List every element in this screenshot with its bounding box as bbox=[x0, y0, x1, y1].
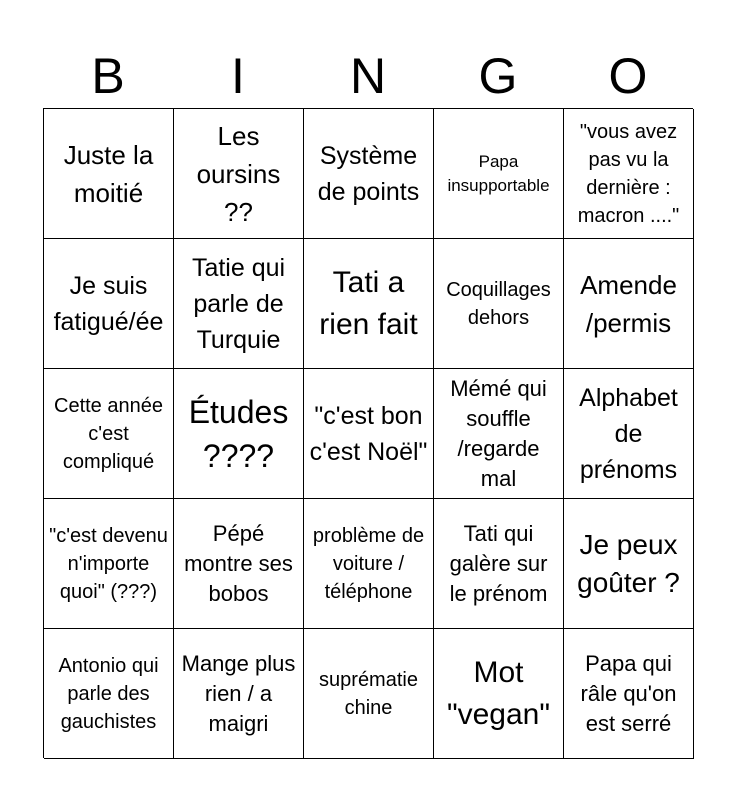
bingo-cell-text: Mot "vegan" bbox=[446, 655, 551, 731]
header-letter-n: N bbox=[349, 48, 387, 104]
bingo-cell-r3c5[interactable] bbox=[564, 369, 694, 499]
bingo-cell-r3c3[interactable] bbox=[304, 369, 434, 499]
bingo-cell-r4c1[interactable] bbox=[44, 499, 174, 629]
bingo-cell-text: Alphabet de prénoms bbox=[579, 383, 678, 484]
bingo-cell-text: Système de points bbox=[317, 141, 420, 206]
bingo-cell-r4c5[interactable] bbox=[564, 499, 694, 629]
bingo-header bbox=[43, 44, 693, 108]
bingo-cell-r5c5[interactable] bbox=[564, 629, 694, 759]
bingo-cell-text: Mange plus rien / a maigri bbox=[181, 650, 296, 736]
bingo-cell-text: Tati qui galère sur le prénom bbox=[449, 520, 548, 606]
bingo-cell-r2c4[interactable] bbox=[434, 239, 564, 369]
bingo-cell-text: Papa insupportable bbox=[447, 151, 550, 195]
bingo-cell-r1c3[interactable] bbox=[304, 109, 434, 239]
bingo-cell-r5c1[interactable] bbox=[44, 629, 174, 759]
bingo-cell-text: problème de voiture / téléphone bbox=[312, 524, 425, 603]
bingo-cell-r2c5[interactable] bbox=[564, 239, 694, 369]
header-letter-b: B bbox=[91, 48, 125, 104]
bingo-cell-text: Tatie qui parle de Turquie bbox=[191, 253, 286, 354]
bingo-cell-text: Mémé qui souffle /regarde mal bbox=[450, 375, 547, 491]
bingo-cell-text: Antonio qui parle des gauchistes bbox=[58, 654, 159, 733]
bingo-cell-text: Tati a rien fait bbox=[319, 265, 418, 341]
bingo-cell-r5c2[interactable] bbox=[174, 629, 304, 759]
bingo-cell-r1c5[interactable] bbox=[564, 109, 694, 239]
bingo-cell-text: Études ???? bbox=[188, 393, 289, 474]
bingo-cell-r5c3[interactable] bbox=[304, 629, 434, 759]
bingo-cell-r4c2[interactable] bbox=[174, 499, 304, 629]
bingo-cell-text: Juste la moitié bbox=[63, 139, 154, 208]
bingo-cell-text: Les oursins ?? bbox=[196, 120, 281, 227]
bingo-cell-r3c4[interactable] bbox=[434, 369, 564, 499]
bingo-cell-r4c3[interactable] bbox=[304, 499, 434, 629]
bingo-cell-text: Je suis fatigué/ée bbox=[53, 271, 164, 336]
bingo-cell-text: Cette année c'est compliqué bbox=[54, 394, 163, 473]
bingo-cell-r2c2[interactable] bbox=[174, 239, 304, 369]
bingo-cell-text: suprématie chine bbox=[319, 668, 418, 719]
bingo-cell-text: "vous avez pas vu la dernière : macron ...." bbox=[577, 120, 680, 227]
header-letter-o: O bbox=[608, 48, 648, 104]
bingo-cell-text: Je peux goûter ? bbox=[577, 528, 680, 598]
bingo-cell-r1c2[interactable] bbox=[174, 109, 304, 239]
bingo-cell-r2c3[interactable] bbox=[304, 239, 434, 369]
bingo-card-grid bbox=[43, 108, 693, 758]
bingo-cell-r4c4[interactable] bbox=[434, 499, 564, 629]
bingo-cell-r3c1[interactable] bbox=[44, 369, 174, 499]
bingo-cell-r3c2[interactable] bbox=[174, 369, 304, 499]
bingo-cell-text: Pépé montre ses bobos bbox=[184, 520, 293, 606]
bingo-cell-text: Coquillages dehors bbox=[446, 278, 551, 329]
bingo-cell-text: Papa qui râle qu'on est serré bbox=[580, 650, 677, 736]
bingo-cell-text: "c'est bon c'est Noël" bbox=[309, 401, 428, 466]
header-letter-g: G bbox=[478, 48, 518, 104]
bingo-cell-r1c4[interactable] bbox=[434, 109, 564, 239]
bingo-cell-r2c1[interactable] bbox=[44, 239, 174, 369]
bingo-cell-r5c4[interactable] bbox=[434, 629, 564, 759]
bingo-cell-r1c1[interactable] bbox=[44, 109, 174, 239]
header-letter-i: I bbox=[231, 48, 245, 104]
bingo-cell-text: "c'est devenu n'importe quoi" (???) bbox=[49, 524, 168, 603]
bingo-cell-text: Amende /permis bbox=[580, 269, 677, 338]
